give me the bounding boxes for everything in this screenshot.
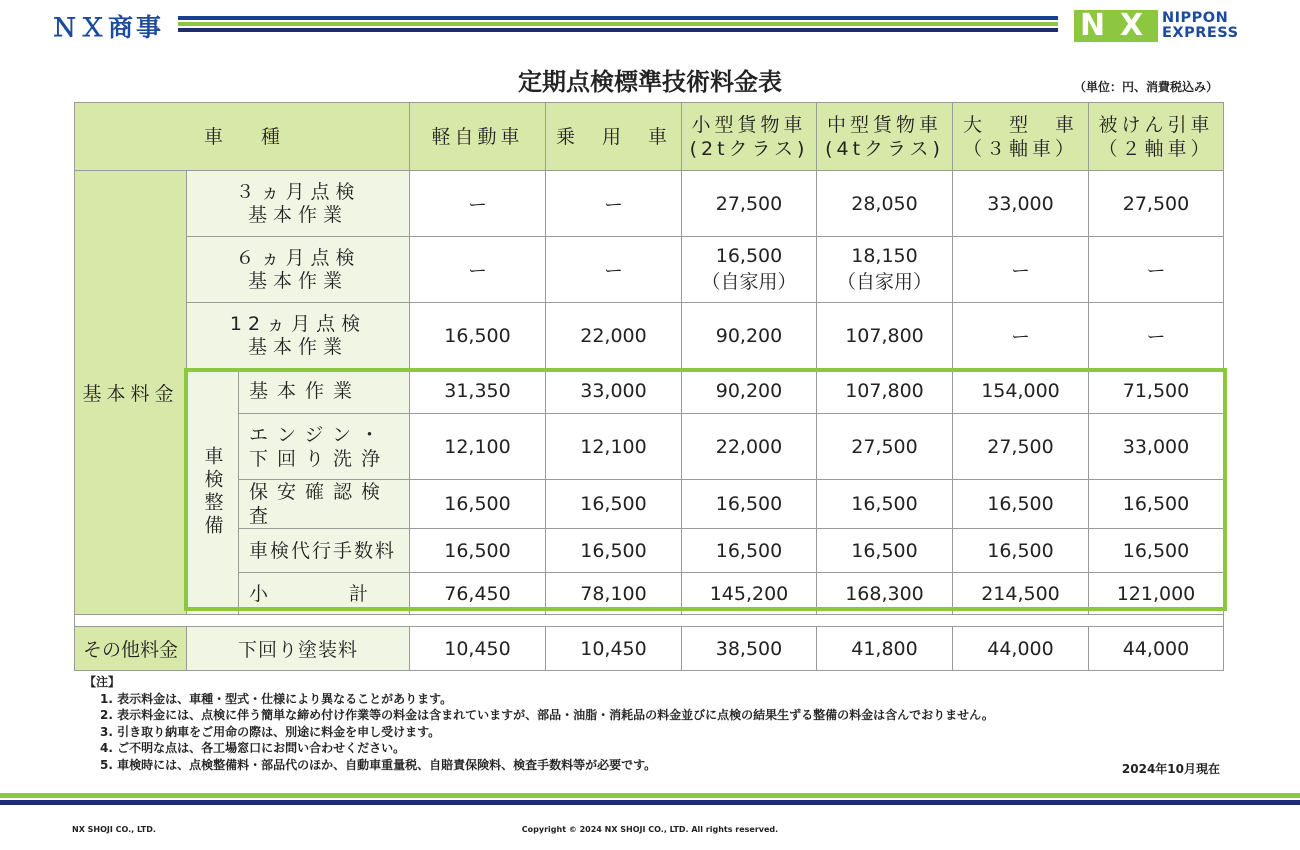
cell-value: 38,500 (682, 627, 817, 671)
cell-value: 16,500 (817, 529, 953, 573)
cell-value: 33,000 (546, 369, 682, 414)
cell-value: 41,800 (817, 627, 953, 671)
cell-value: 33,000 (1089, 414, 1224, 480)
cell-value: 16,500 (682, 529, 817, 573)
cell-value: 16,500 (953, 480, 1089, 529)
note-item: 4. ご不明な点は、各工場窓口にお問い合わせください。 (100, 741, 406, 755)
cell-value: ー (410, 171, 546, 237)
cell-value: 214,500 (953, 573, 1089, 615)
group-other-fee: その他料金 (75, 627, 187, 671)
table-row-other (75, 627, 1224, 671)
header-large-truck: 大 型 車 （３軸車） (953, 103, 1089, 171)
unit-note: （単位：円、消費税込み） (1073, 80, 1218, 94)
cell-value: 16,500 （自家用） (682, 237, 817, 303)
own-use-note: （自家用） (836, 271, 932, 293)
cell-value: ー (546, 171, 682, 237)
footer-copyright: Copyright © 2024 NX SHOJI CO., LTD. All rights reserved. (521, 825, 779, 834)
cell-value: 16,500 (410, 529, 546, 573)
nippon-express-logo (1074, 10, 1249, 44)
cell-value: 71,500 (1089, 369, 1224, 414)
cell-value: ー (1089, 237, 1224, 303)
nx-logo-mark: N X (1074, 10, 1158, 42)
cell-value: 16,500 (546, 480, 682, 529)
header-passenger: 乗 用 車 (546, 103, 682, 171)
brand-name: ＮＸ商事 (52, 13, 165, 42)
header-vehicle-type: 車 種 (75, 103, 410, 171)
row-label: 基本作業 (239, 369, 410, 414)
cell-value: 78,100 (546, 573, 682, 615)
cell-value: 12,100 (546, 414, 682, 480)
cell-value: 107,800 (817, 369, 953, 414)
page-title: 定期点検標準技術料金表 (518, 68, 782, 96)
cell-value: 16,500 (410, 303, 546, 369)
notes (84, 674, 994, 773)
row-label: 車検代行手数料 (239, 529, 410, 573)
cell-value: 10,450 (546, 627, 682, 671)
cell-value: 31,350 (410, 369, 546, 414)
cell-value: 27,500 (953, 414, 1089, 480)
cell-value: 12,100 (410, 414, 546, 480)
table-row (75, 480, 1224, 529)
table-row-subtotal (75, 573, 1224, 615)
cell-value: 154,000 (953, 369, 1089, 414)
cell-value: 27,500 (682, 171, 817, 237)
cell-value: 168,300 (817, 573, 953, 615)
row-label: 保安確認検査 (239, 480, 410, 529)
table-gap (75, 615, 1224, 627)
cell-value: 33,000 (953, 171, 1089, 237)
row-label: 小 計 (239, 573, 410, 615)
footer-stripes (0, 793, 1300, 807)
cell-value: 18,150 （自家用） (817, 237, 953, 303)
cell-value: 76,450 (410, 573, 546, 615)
cell-value: 27,500 (1089, 171, 1224, 237)
header-stripes (178, 16, 1058, 38)
header-small-truck: 小型貨物車 (2tクラス) (682, 103, 817, 171)
note-item: 5. 車検時には、点検整備料・部品代のほか、自動車重量税、自賠責保険料、検査手数料等が必要です。 (100, 757, 657, 772)
own-use-note: （自家用） (701, 271, 797, 293)
cell-value: 16,500 (817, 480, 953, 529)
cell-value: 16,500 (546, 529, 682, 573)
row-label: ３ヵ月点検 基本作業 (187, 171, 410, 237)
table-header-row (75, 103, 1224, 171)
cell-value: 107,800 (817, 303, 953, 369)
cell-value: 16,500 (953, 529, 1089, 573)
cell-value: ー (953, 237, 1089, 303)
table-row (75, 237, 1224, 303)
logo-wordmark: NIPPON EXPRESS (1162, 10, 1239, 41)
table-row (75, 369, 1224, 414)
notes-heading: 【注】 (84, 675, 121, 689)
cell-value: 16,500 (1089, 529, 1224, 573)
cell-value: 22,000 (546, 303, 682, 369)
cell-value: 145,200 (682, 573, 817, 615)
row-label: ６ヵ月点検 基本作業 (187, 237, 410, 303)
row-label: 下回り塗装料 (187, 627, 410, 671)
cell-value: 16,500 (1089, 480, 1224, 529)
cell-value: 10,450 (410, 627, 546, 671)
cell-value: 121,000 (1089, 573, 1224, 615)
table-row (75, 303, 1224, 369)
cell-value: 90,200 (682, 303, 817, 369)
cell-value: 16,500 (682, 480, 817, 529)
row-label: エンジン・ 下回り洗浄 (239, 414, 410, 480)
cell-value: ー (410, 237, 546, 303)
group-inspection: 車検整備 (187, 369, 239, 615)
note-item: 1. 表示料金は、車種・型式・仕様により異なることがあります。 (100, 691, 453, 706)
cell-value: ー (953, 303, 1089, 369)
cell-value: 27,500 (817, 414, 953, 480)
cell-value: 44,000 (1089, 627, 1224, 671)
cell-value: 16,500 (410, 480, 546, 529)
table-row (75, 414, 1224, 480)
header-kei: 軽自動車 (410, 103, 546, 171)
cell-value: 44,000 (953, 627, 1089, 671)
table-row (75, 529, 1224, 573)
cell-value: 22,000 (682, 414, 817, 480)
row-label: 12ヵ月点検 基本作業 (187, 303, 410, 369)
group-basic-fee: 基本料金 (75, 171, 187, 615)
note-item: 2. 表示料金には、点検に伴う簡単な締め付け作業等の料金は含まれていますが、部品・油脂・消耗品の料金並びに点検の結果生ずる整備の料金は含んでおりません。 (100, 708, 994, 722)
cell-value: 28,050 (817, 171, 953, 237)
cell-value: ー (546, 237, 682, 303)
table-row (75, 171, 1224, 237)
price-table (74, 102, 1224, 671)
note-item: 3. 引き取り納車をご用命の際は、別途に料金を申し受けます。 (100, 724, 441, 739)
as-of-date: 2024年10月現在 (1121, 762, 1220, 776)
header-medium-truck: 中型貨物車 (4tクラス) (817, 103, 953, 171)
header-trailer: 被けん引車 （２軸車） (1089, 103, 1224, 171)
footer-company: NX SHOJI CO., LTD. (72, 825, 156, 834)
cell-value: 90,200 (682, 369, 817, 414)
cell-value: ー (1089, 303, 1224, 369)
